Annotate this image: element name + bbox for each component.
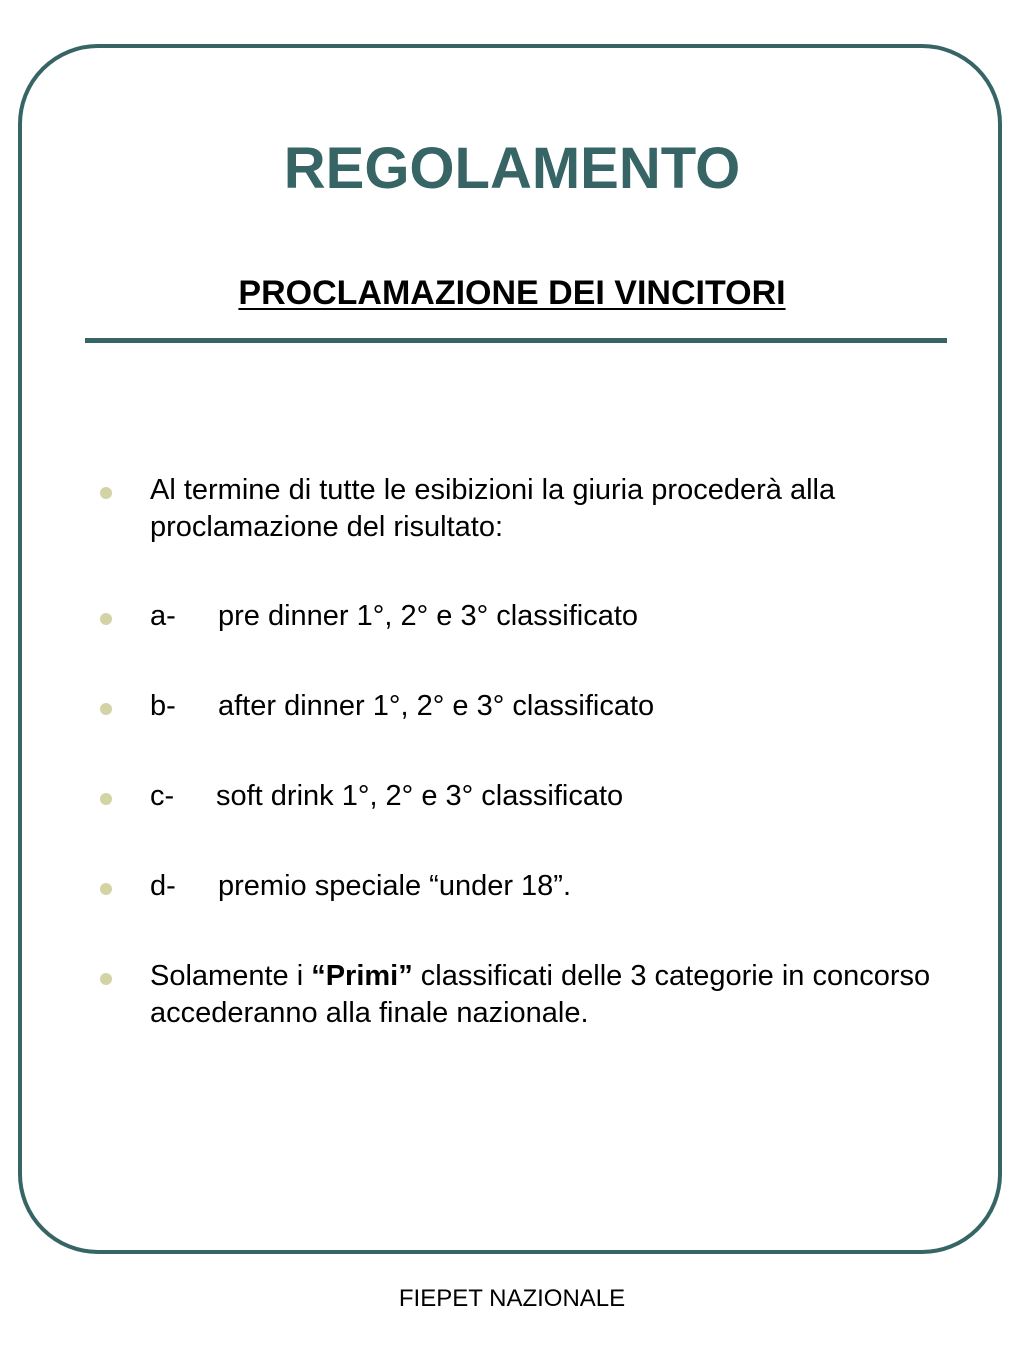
bullet-dot-icon <box>100 487 112 499</box>
bullet-item-final <box>100 958 940 1032</box>
bullet-item-d <box>100 868 940 905</box>
divider <box>85 338 947 343</box>
slide-frame <box>18 44 1002 1254</box>
bullet-letter: a- <box>150 600 176 632</box>
page-subtitle: PROCLAMAZIONE DEI VINCITORI <box>238 274 786 312</box>
bullet-item-a <box>100 598 940 635</box>
bullet-dot-icon <box>100 973 112 985</box>
bullet-bold-text: “Primi” <box>311 960 413 992</box>
bullet-text: pre dinner 1°, 2° e 3° classificato <box>218 600 639 632</box>
bullet-dot-icon <box>100 883 112 895</box>
bullet-letter: d- <box>150 870 176 902</box>
bullet-text: after dinner 1°, 2° e 3° classificato <box>218 690 655 722</box>
bullet-dot-icon <box>100 703 112 715</box>
bullet-item-b <box>100 688 940 725</box>
bullet-item-c <box>100 778 940 815</box>
bullet-text: premio speciale “under 18”. <box>218 870 572 902</box>
footer-text: FIEPET NAZIONALE <box>398 1285 626 1312</box>
bullet-text: Al termine di tutte le esibizioni la giuria procederà alla proclamazione del risultato: <box>150 474 836 543</box>
bullet-dot-icon <box>100 793 112 805</box>
bullet-text: soft drink 1°, 2° e 3° classificato <box>216 780 624 812</box>
bullet-text: Solamente i <box>150 960 312 992</box>
bullet-dot-icon <box>100 613 112 625</box>
bullet-letter: c- <box>150 780 175 812</box>
bullet-text: classificati delle 3 categorie in concorso accederanno alla finale nazionale. <box>150 960 931 1029</box>
bullet-item-intro <box>100 472 940 546</box>
bullet-letter: b- <box>150 690 176 722</box>
page-title: REGOLAMENTO <box>283 136 741 201</box>
